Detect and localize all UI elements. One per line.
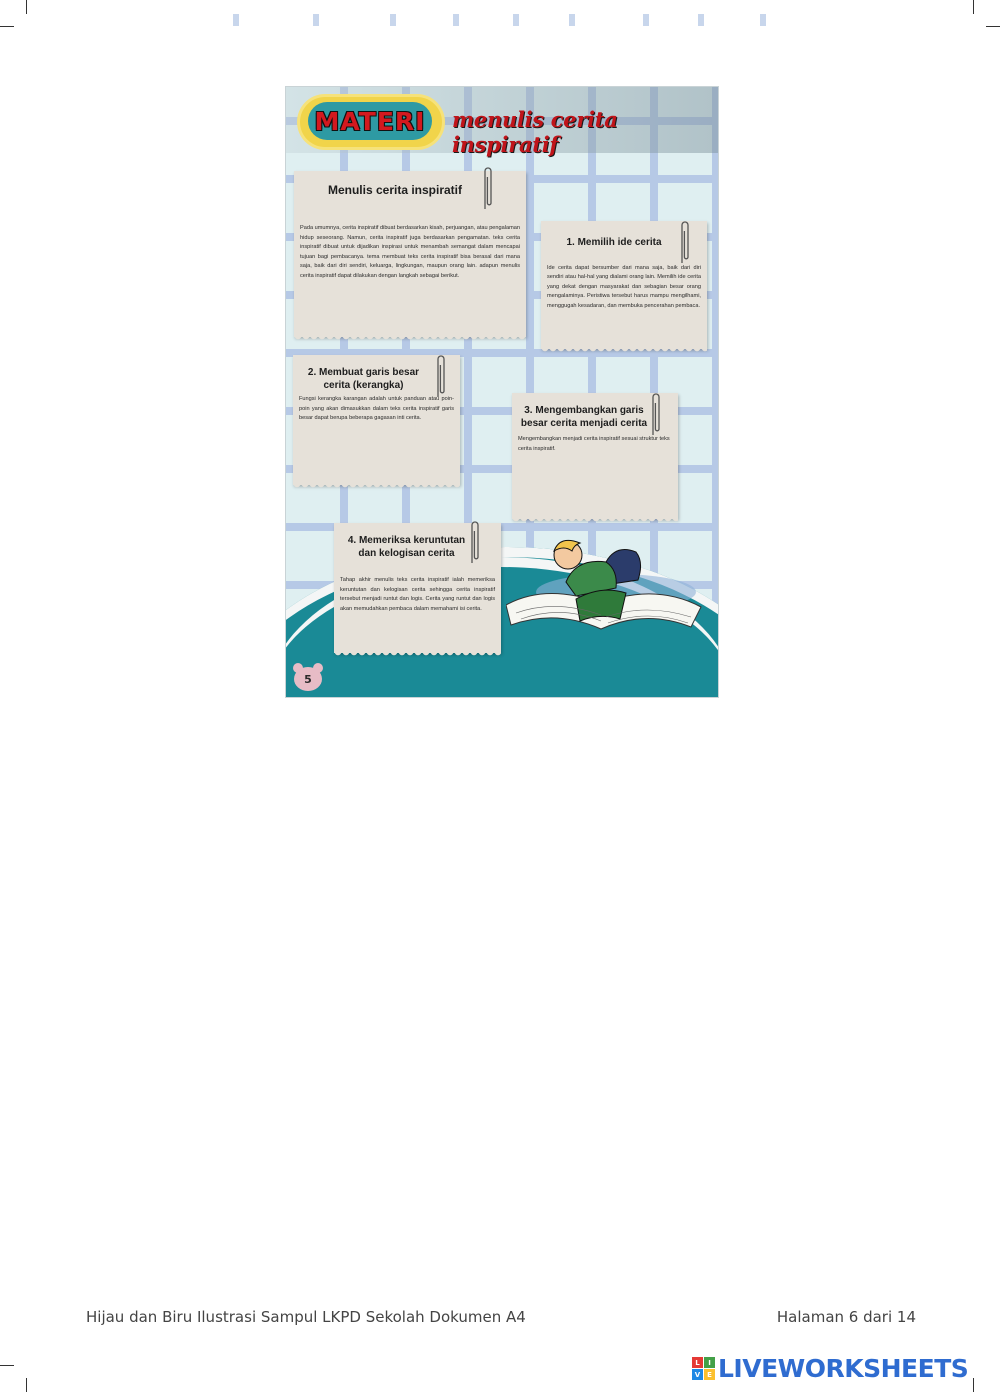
decorative-dash (453, 14, 459, 26)
materi-badge (308, 102, 432, 140)
card-step-1 (541, 221, 707, 349)
card-step-4 (334, 523, 501, 653)
logo-squares-icon (692, 1357, 715, 1380)
logo-square-i: I (704, 1357, 715, 1368)
page-header (286, 87, 718, 157)
card-step-2-title (299, 367, 428, 392)
card-step-2-body: Fungsi kerangka karangan adalah untuk panduan atau poin-poin yang akan dimasukkan dalam teks cerita inspiratif garis besar dapat berupa beberapa gagasan inti cerita. (299, 396, 454, 422)
crop-mark (973, 0, 974, 14)
decorative-dash (233, 14, 239, 26)
card-step-4-title-line-2: dan kelogisan cerita (358, 547, 455, 559)
decorative-dash (698, 14, 704, 26)
crop-mark (26, 1378, 27, 1392)
crop-mark (0, 1365, 14, 1366)
paperclip-icon (482, 165, 494, 213)
header-script-title: menulis cerita inspiratif (452, 107, 618, 157)
materi-badge-label: MATERI (314, 106, 426, 136)
liveworksheets-logo[interactable] (692, 1354, 968, 1383)
card-step-1-title: 1. Memilih ide cerita (566, 237, 662, 248)
paperclip-icon (435, 353, 447, 401)
card-step-4-title (340, 535, 473, 560)
paperclip-icon (650, 391, 662, 439)
crop-mark (986, 26, 1000, 27)
crop-mark (973, 1378, 974, 1392)
decorative-dash (313, 14, 319, 26)
card-step-4-title-line-1: 4. Memeriksa keruntutan (347, 535, 466, 546)
page-indicator: Halaman 6 dari 14 (776, 1308, 916, 1326)
card-step-2-title-line-2: cerita (kerangka) (323, 379, 404, 391)
card-step-4-body: Tahap akhir menulis teks cerita inspiratif ialah memeriksa keruntutan dan kelogisan cerita sehingga cerita inspiratif tersebut menjadi runtut dan logis. Cerita yang runtut dan logis akan memudahkan pembaca dalam memahami isi cerita. (340, 577, 495, 612)
card-intro-body: Pada umumnya, cerita inspiratif dibuat berdasarkan kisah, perjuangan, atau pengalaman hidup seseorang. Namun, cerita inspiratif juga berdasarkan pengamatan. teks cerita inspiratif dibuat untuk dijadikan inspirasi untuk menambah semangat dalam mencapai tujuan bagi pembacanya. tema membuat teks cerita inspiratif bisa berasal dari mana saja, baik dari diri sendiri, keluarga, lingkungan, maupun orang lain. adapun menulis cerita inspiratif dapat dilakukan dengan langkah sebagai berikut. (300, 225, 520, 279)
card-intro-title: Menulis cerita inspiratif (327, 183, 463, 197)
decorative-dash (390, 14, 396, 26)
logo-square-l: L (692, 1357, 703, 1368)
decorative-dash (513, 14, 519, 26)
decorative-dash (643, 14, 649, 26)
card-step-2 (293, 355, 460, 485)
card-step-1-body: Ide cerita dapat bersumber dari mana saja, baik dari diri sendiri atau hal-hal yang dialami orang lain. Memilih ide cerita yang dekat dengan masyarakat dan sebagian besar orang mengalaminya. Peristiwa tersebut harus mampu mengilhami, menggugah kesadaran, dan membuka pencerahan pembaca. (547, 264, 701, 309)
crop-mark (26, 0, 27, 14)
card-step-3-title (518, 405, 650, 430)
logo-text: LIVEWORKSHEETS (718, 1354, 969, 1383)
decorative-dash (569, 14, 575, 26)
page-number-badge: 5 (294, 667, 322, 691)
card-step-3-body: Mengembangkan menjadi cerita inspiratif sesuai struktur teks cerita inspiratif. (518, 436, 670, 452)
card-step-3-title-line-1: 3. Mengembangkan garis (524, 405, 644, 416)
card-step-2-title-line-1: 2. Membuat garis besar (307, 367, 420, 378)
card-step-3-title-line-2: besar cerita menjadi cerita (520, 417, 648, 429)
card-intro (294, 171, 526, 337)
logo-square-e: E (704, 1369, 715, 1380)
paperclip-icon (679, 219, 691, 267)
decorative-dash (760, 14, 766, 26)
card-step-3 (512, 393, 678, 519)
logo-square-v: V (692, 1369, 703, 1380)
boy-reading-book-illustration (506, 517, 706, 647)
paperclip-icon (469, 519, 481, 567)
document-title: Hijau dan Biru Ilustrasi Sampul LKPD Sekolah Dokumen A4 (86, 1308, 526, 1326)
worksheet-page (285, 86, 719, 698)
crop-mark (0, 26, 14, 27)
